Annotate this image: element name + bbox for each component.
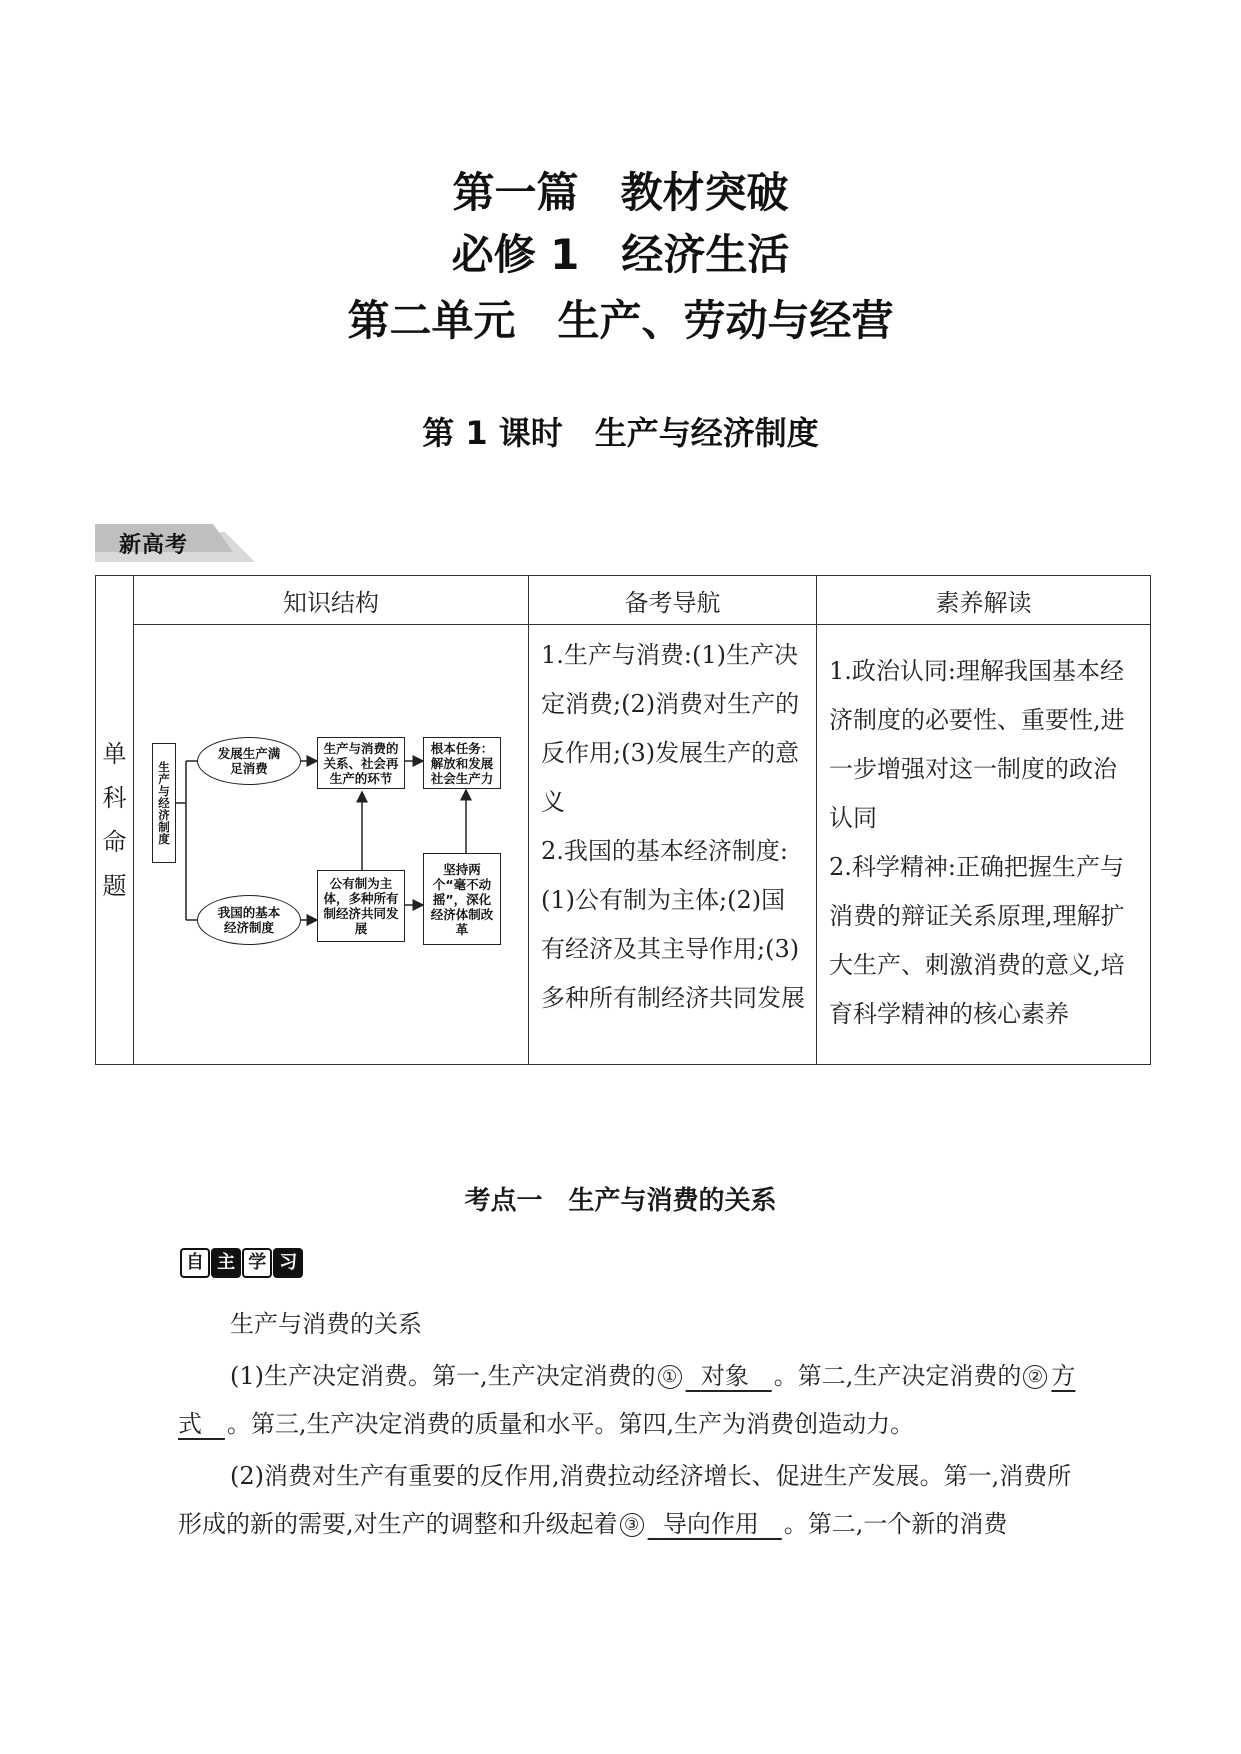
knowledge-diagram-cell [134, 625, 529, 1065]
knowledge-diagram [134, 625, 528, 1064]
fill-blank-1-text: 对象 [700, 1362, 749, 1390]
header-literacy: 素养解读 [817, 576, 1151, 625]
fill-blank-3-text: 导向作用 [662, 1510, 759, 1538]
self-study-char: 习 [273, 1248, 303, 1278]
side-char: 题 [102, 872, 127, 900]
lesson-heading: 第 1 课时 生产与经济制度 [422, 414, 819, 452]
text-run: 。第三,生产决定消费的质量和水平。第四,生产为消费创造动力。 [226, 1410, 915, 1438]
self-study-badge [180, 1248, 299, 1278]
blank-number-1: ① [658, 1365, 682, 1389]
exam-guide-cell [529, 625, 817, 1065]
section-title: 考点一 生产与消费的关系 [464, 1186, 777, 1216]
side-label-cell [96, 576, 134, 1065]
text-run: (1)生产决定消费。第一,生产决定消费的 [230, 1362, 656, 1390]
side-char: 命 [102, 828, 127, 856]
blank-number-3: ③ [620, 1513, 644, 1537]
paragraph-consumption-reacts [178, 1452, 1078, 1548]
ellipse-develop-production: 发展生产满足消费 [197, 737, 301, 785]
exam-guide-text: 1.生产与消费:(1)生产决定消费;(2)消费对生产的反作用;(3)发展生产的意义 2.我国的基本经济制度:(1)公有制为主体;(2)国有经济及其主导作用;(3)多种所有制经济共同发展 [541, 641, 805, 1012]
box-public-ownership: 公有制为主体，多种所有制经济共同发展 [317, 870, 405, 942]
root-box: 生产与经济制度 [152, 743, 176, 863]
header-exam-guide: 备考导航 [529, 576, 817, 625]
literacy-cell [817, 625, 1151, 1065]
ellipse-basic-economic-system: 我国的基本经济制度 [197, 895, 301, 945]
self-study-char: 自 [180, 1248, 210, 1278]
overview-table [95, 575, 1151, 1065]
box-fundamental-task: 根本任务：解放和发展社会生产力 [423, 737, 501, 789]
box-two-unwavering: 坚持两个“毫不动摇”，深化经济体制改革 [423, 853, 501, 945]
self-study-char: 学 [242, 1248, 272, 1278]
fill-blank-1 [684, 1362, 774, 1390]
side-char: 科 [102, 784, 127, 812]
literacy-text: 1.政治认同:理解我国基本经济制度的必要性、重要性,进一步增强对这一制度的政治认同 2.科学精神:正确把握生产与消费的辩证关系原理,理解扩大生产、刺激消费的意义,培育科学精神的核心素养 [829, 657, 1125, 1028]
header-knowledge-structure: 知识结构 [134, 576, 529, 625]
book-heading: 必修 1 经济生活 [451, 230, 790, 279]
paragraph-production-decides [178, 1352, 1078, 1448]
side-char: 单 [102, 740, 127, 768]
blank-number-2: ② [1023, 1365, 1047, 1389]
intro-line: 生产与消费的关系 [230, 1310, 422, 1338]
box-production-consumption: 生产与消费的关系、社会再生产的环节 [317, 737, 405, 789]
text-run: 。第二,生产决定消费的 [773, 1362, 1022, 1390]
self-study-char: 主 [211, 1248, 241, 1278]
fill-blank-3 [646, 1510, 784, 1538]
new-gaokao-badge [95, 524, 255, 562]
diagram-connectors [134, 625, 529, 1065]
fill-blank-2-text: 方式 [178, 1362, 1076, 1438]
text-run: 。第二,一个新的消费 [783, 1510, 1008, 1538]
unit-heading: 第二单元 生产、劳动与经营 [347, 296, 894, 345]
part-heading: 第一篇 教材突破 [452, 168, 789, 217]
badge-label: 新高考 [119, 533, 189, 558]
text-run: (2)消费对生产有重要的反作用,消费拉动经济增长、促进生产发展。第一,消费所形成的新的需要,对生产的调整和升级起着 [178, 1462, 1072, 1538]
